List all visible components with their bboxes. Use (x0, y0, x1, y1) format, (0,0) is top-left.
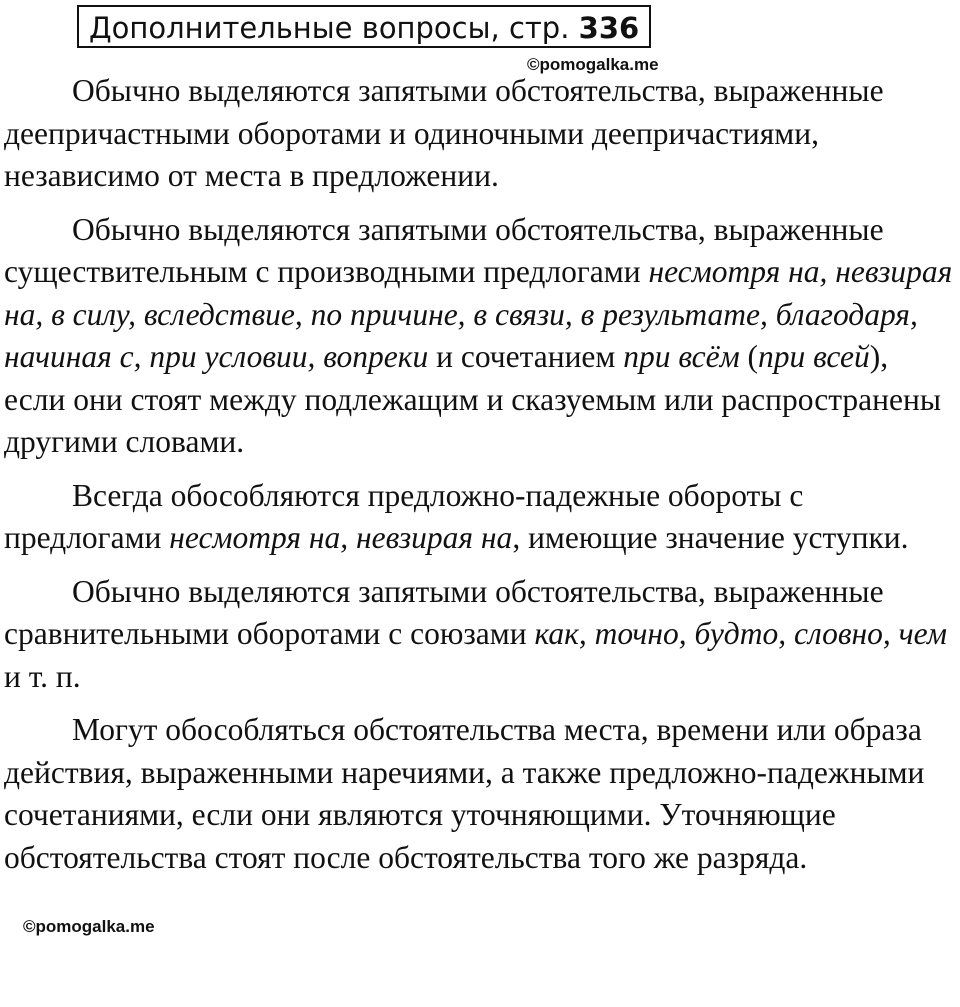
text-fragment: Обычно выделяются запятыми обстоятельства, выраженные существительным с производными предлогами (4, 211, 884, 289)
paragraph-3 (4, 475, 956, 560)
italic-example: при всей (758, 339, 870, 374)
text-fragment: ), если они стоят между подлежащим и сказуемым или распространены другими словами. (4, 339, 941, 459)
answer-text (4, 70, 956, 890)
text-fragment: Могут обособляться обстоятельства места, времени или образа действия, выраженными наречиями, а также предложно-падежными сочетаниями, если они являются уточняющими. Уточняющие обстоятельства стоят после обстоятельства того же разряда. (4, 712, 925, 875)
watermark-top: ©pomogalka.me (527, 55, 659, 74)
paragraph-5 (4, 709, 956, 879)
title-text: Дополнительные вопросы, стр. (89, 11, 570, 45)
text-fragment: Обычно выделяются запятыми обстоятельства, выраженные сравнительными оборотами с союзами (4, 573, 884, 651)
watermark-bottom: ©pomogalka.me (23, 917, 155, 936)
text-fragment: и сочетанием (428, 339, 624, 374)
text-fragment: Всегда обособляются предложно-падежные обороты с предлогами (4, 477, 804, 555)
paragraph-4 (4, 571, 956, 699)
italic-example: при всём (623, 339, 740, 374)
page-title (77, 5, 651, 48)
italic-example: как, точно, будто, словно, чем (534, 616, 947, 651)
italic-example: несмотря на, невзирая на (169, 520, 513, 555)
text-fragment: Обычно выделяются запятыми обстоятельства, выраженные деепричастными оборотами и одиночными деепричастиями, независимо от места в предложении. (4, 73, 884, 193)
page-number: 336 (578, 11, 640, 45)
italic-example: несмотря на, невзирая на, в силу, вследствие, по причине, в связи, в результате, благодаря, начиная с, при условии, вопреки (4, 254, 953, 374)
paragraph-1 (4, 70, 956, 198)
text-fragment: и т. п. (4, 658, 81, 694)
text-fragment: ( (739, 339, 759, 374)
paragraph-2 (4, 209, 956, 464)
text-fragment: , имеющие значение уступки. (512, 520, 909, 555)
